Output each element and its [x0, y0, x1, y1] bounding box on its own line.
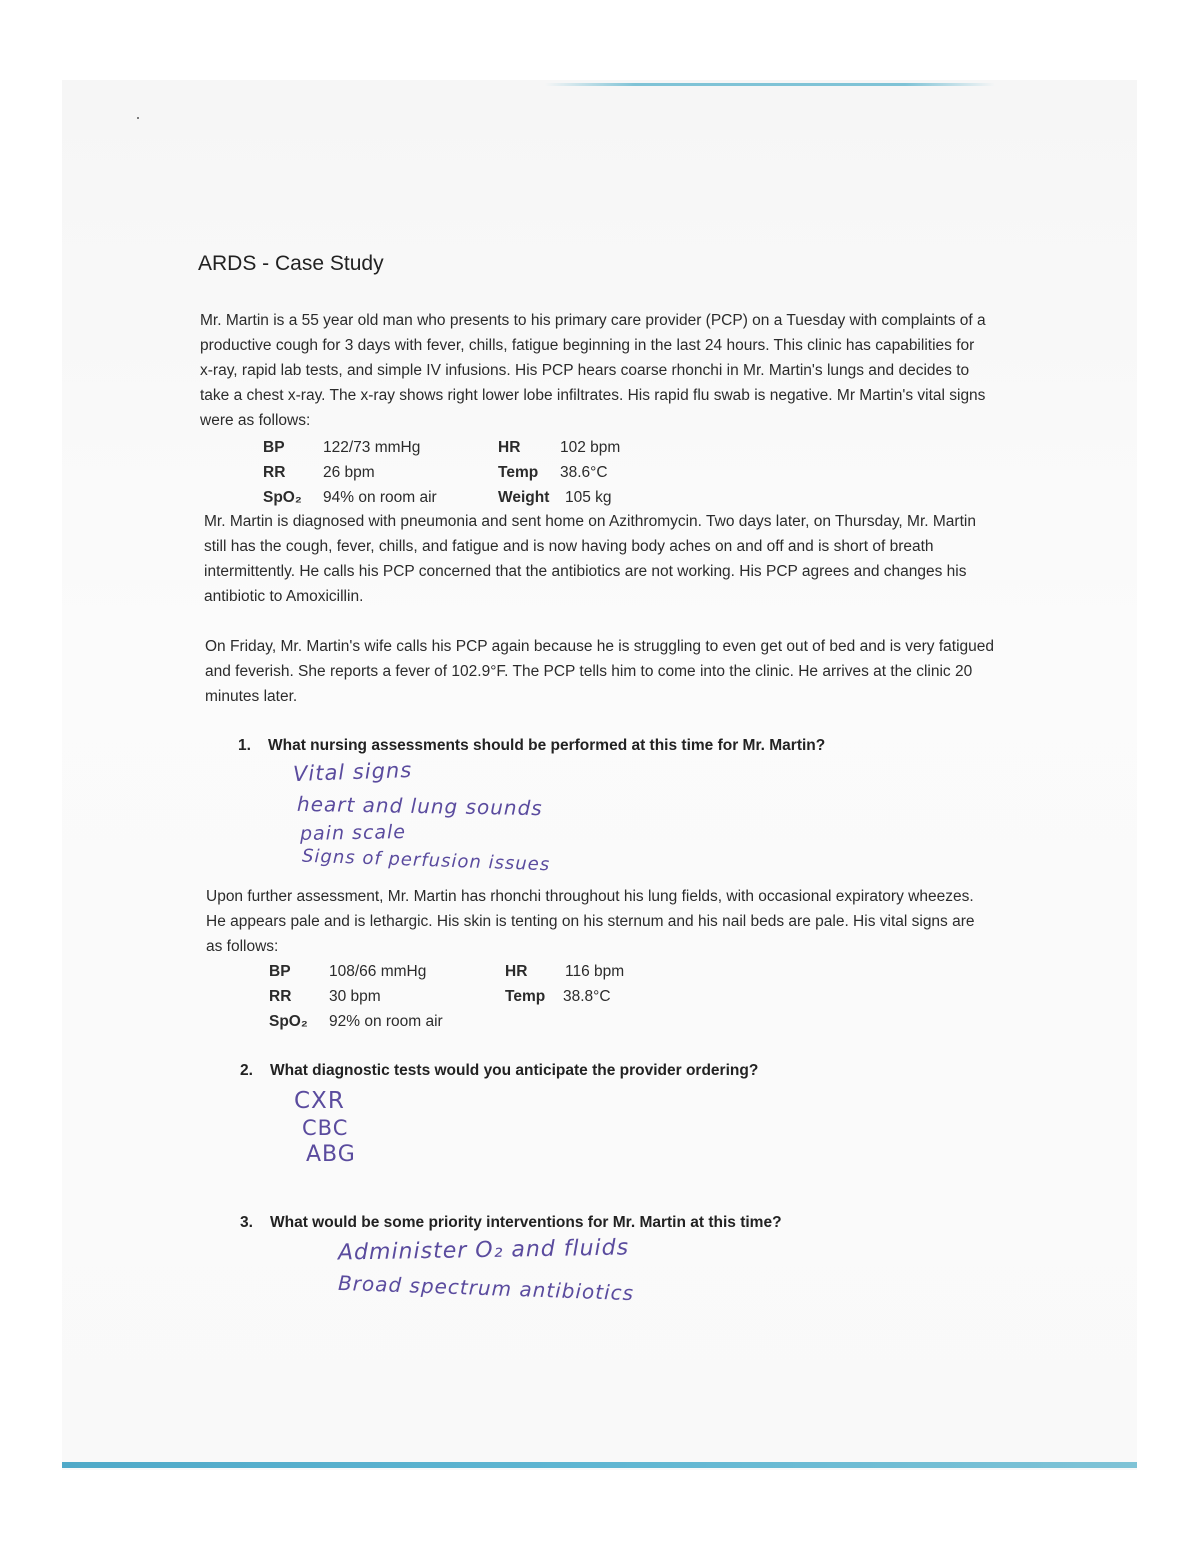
question-1 [238, 737, 825, 755]
answer-3-line-1: Administer O₂ and fluids [337, 1235, 630, 1266]
paper-speck [137, 117, 139, 119]
question-2-text: What diagnostic tests would you anticipate the provider ordering? [270, 1062, 759, 1079]
answer-2-line-2: CBC [302, 1116, 349, 1140]
vital2-temp-label: Temp [505, 988, 546, 1005]
paragraph-friday-text: On Friday, Mr. Martin's wife calls his PCP again because he is struggling to even get out of bed and is very fatigued and feverish. She reports a fever of 102.9°F. The PCP tells him to come into the clinic. He arrives at the clinic 20 minutes later. [205, 638, 994, 705]
vital-weight-value: 105 kg [565, 489, 612, 506]
question-3-number: 3. [240, 1214, 253, 1231]
paragraph-intro-text: Mr. Martin is a 55 year old man who presents to his primary care provider (PCP) on a Tuesday with complaints of a productive cough for 3 days with fever, chills, fatigue beginning in the last 24 hours. This clinic has capabilities for x-ray, rapid lab tests, and simple IV infusions. His PCP hears coarse rhonchi in Mr. Martin's lungs and decides to take a chest x-ray. The x-ray shows right lower lobe infiltrates. His rapid flu swab is negative. Mr Martin's vital signs were as follows: [200, 312, 986, 429]
question-2 [240, 1062, 758, 1080]
paragraph-assessment-text: Upon further assessment, Mr. Martin has rhonchi throughout his lung fields, with occasional expiratory wheezes. He appears pale and is lethargic. His skin is tenting on his sternum and his nail beds are pale. His vital signs are as follows: [206, 888, 975, 955]
vital-spo2-label: SpO₂ [263, 489, 302, 506]
vital2-hr-value: 116 bpm [565, 963, 625, 980]
vital-temp-label: Temp [498, 464, 539, 481]
vital2-temp-value: 38.8°C [563, 988, 611, 1005]
paragraph-diagnosis-text: Mr. Martin is diagnosed with pneumonia and sent home on Azithromycin. Two days later, on Thursday, Mr. Martin still has the cough, fever, chills, and fatigue and is now having body aches on and off and is short of breath intermittently. He calls his PCP concerned that the antibiotics are not working. His PCP agrees and changes his antibiotic to Amoxicillin. [204, 513, 976, 605]
answer-1-line-4: Signs of perfusion issues [301, 845, 551, 876]
vital-bp-label: BP [263, 439, 285, 456]
vital-spo2-value: 94% on room air [323, 489, 437, 506]
answer-1-line-2: heart and lung sounds [296, 791, 543, 821]
vital2-spo2-label: SpO₂ [269, 1013, 308, 1030]
paragraph-diagnosis [204, 509, 994, 609]
paragraph-friday [205, 634, 995, 709]
answer-1-line-3: pain scale [299, 821, 407, 845]
document-title: ARDS - Case Study [198, 252, 384, 275]
question-3 [240, 1214, 782, 1232]
paper-sheet [62, 80, 1137, 1470]
vital-rr-value: 26 bpm [323, 464, 375, 481]
vital2-spo2-value: 92% on room air [329, 1013, 443, 1030]
answer-2-line-1: CXR [294, 1088, 345, 1114]
vital2-hr-label: HR [505, 963, 528, 980]
vital-bp-value: 122/73 mmHg [323, 439, 421, 456]
vital-temp-value: 38.6°C [560, 464, 608, 481]
question-1-number: 1. [238, 737, 251, 754]
vital2-rr-value: 30 bpm [329, 988, 381, 1005]
question-1-text: What nursing assessments should be performed at this time for Mr. Martin? [268, 737, 826, 754]
paragraph-intro [200, 308, 990, 433]
vital-weight-label: Weight [498, 489, 550, 506]
vital2-bp-label: BP [269, 963, 291, 980]
vital2-bp-value: 108/66 mmHg [329, 963, 427, 980]
top-edge-line [545, 83, 995, 86]
answer-3-line-2: Broad spectrum antibiotics [337, 1270, 635, 1306]
vital-rr-label: RR [263, 464, 286, 481]
answer-1-line-1: Vital signs [292, 757, 413, 787]
answer-2-line-3: ABG [306, 1142, 356, 1167]
bottom-edge-line [62, 1462, 1137, 1468]
paragraph-assessment [206, 884, 991, 959]
vital-hr-label: HR [498, 439, 521, 456]
question-2-number: 2. [240, 1062, 253, 1079]
vital-hr-value: 102 bpm [560, 439, 621, 456]
question-3-text: What would be some priority interventions for Mr. Martin at this time? [270, 1214, 782, 1231]
vital2-rr-label: RR [269, 988, 292, 1005]
